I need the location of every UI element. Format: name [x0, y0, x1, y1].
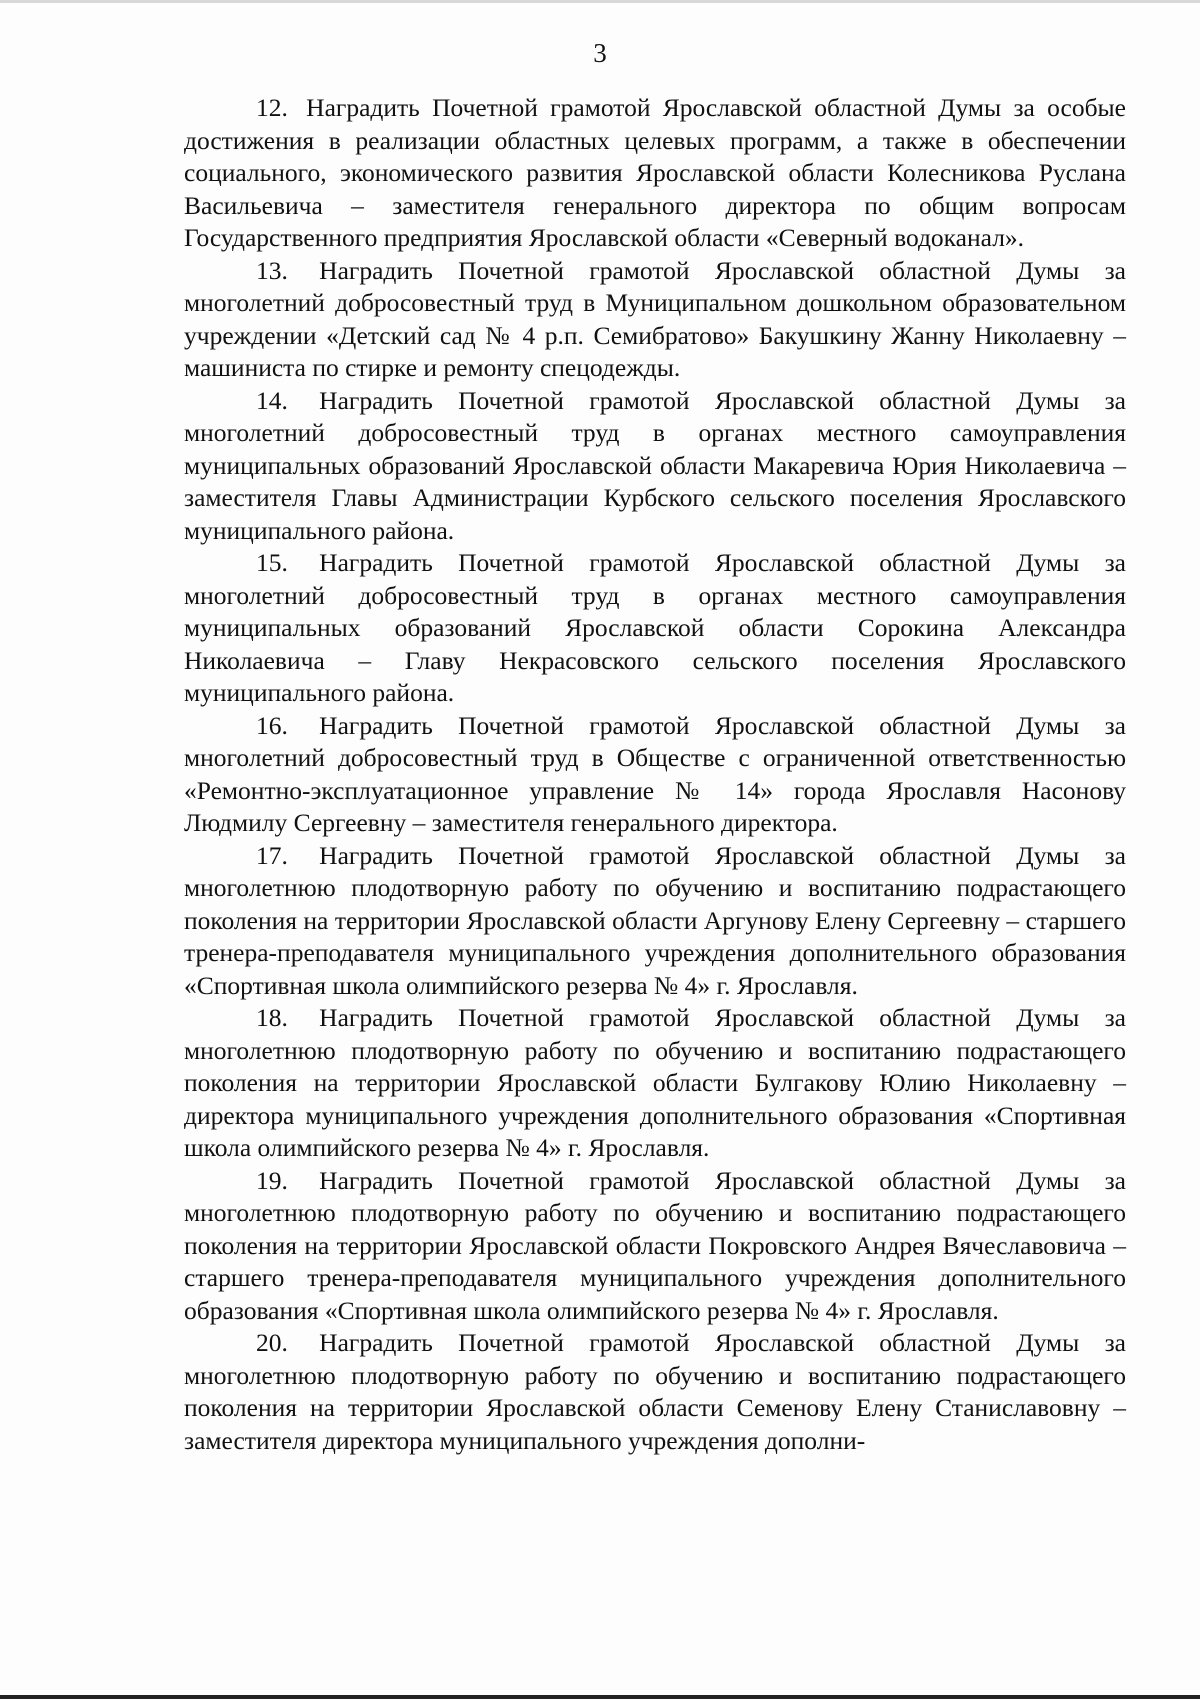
paragraph-text: Наградить Почетной грамотой Ярославской областной Думы за многолетний добросовестный труд в Обществе с ограниченной ответственностью «Ремонтно-эксплуатационное управление № 14» города Ярославля Насонову Людмилу Сергеевну – заместителя генерального директора.	[184, 710, 1126, 837]
paragraph-18	[184, 1002, 1126, 1165]
document-body	[184, 92, 1126, 1457]
paragraph-text: Наградить Почетной грамотой Ярославской областной Думы за многолетнюю плодотворную работу по обучению и воспитанию подрастающего поколения на территории Ярославской области Семенову Елену Станиславовну – заместителя директора муниципального учреждения дополни-	[184, 1328, 1126, 1455]
paragraph-20	[184, 1327, 1126, 1457]
paragraph-number: 20.	[256, 1328, 288, 1357]
paragraph-number: 12.	[256, 93, 288, 122]
paragraph-text: Наградить Почетной грамотой Ярославской областной Думы за многолетнюю плодотворную работу по обучению и воспитанию подрастающего поколения на территории Ярославской области Булгакову Юлию Николаевну – директора муниципального учреждения дополнительного образования «Спортивная школа олимпийского резерва № 4» г. Ярославля.	[184, 1003, 1126, 1162]
paragraph-text: Наградить Почетной грамотой Ярославской областной Думы за многолетний добросовестный труд в органах местного самоуправления муниципальных образований Ярославской области Макаревича Юрия Николаевича – заместителя Главы Администрации Курбского сельского поселения Ярославского муниципального района.	[184, 385, 1126, 545]
paragraph-text: Наградить Почетной грамотой Ярославской областной Думы за особые достижения в реализации областных целевых программ, а также в обеспечении социального, экономического развития Ярославской области Колесникова Руслана Васильевича – заместителя генерального директора по общим вопросам Государственного предприятия Ярославской области «Северный водоканал».	[184, 93, 1127, 252]
paragraph-number: 17.	[256, 840, 288, 870]
paragraph-number: 18.	[256, 1003, 288, 1032]
paragraph-14	[184, 385, 1126, 548]
page-number: 3	[593, 38, 607, 68]
paragraph-13	[184, 255, 1126, 385]
paragraph-number: 14.	[256, 385, 288, 415]
paragraph-number: 19.	[256, 1165, 288, 1195]
paragraph-17	[184, 840, 1126, 1003]
paragraph-text: Наградить Почетной грамотой Ярославской областной Думы за многолетнюю плодотворную работу по обучению и воспитанию подрастающего поколения на территории Ярославской области Аргунову Елену Сергеевну – старшего тренера-преподавателя муниципального учреждения дополнительного образования «Спортивная школа олимпийского резерва № 4» г. Ярославля.	[184, 840, 1126, 1000]
paragraph-15	[184, 547, 1126, 710]
paragraph-text: Наградить Почетной грамотой Ярославской областной Думы за многолетнюю плодотворную работу по обучению и воспитанию подрастающего поколения на территории Ярославской области Покровского Андрея Вячеславовича – старшего тренера-преподавателя муниципального учреждения дополнительного образования «Спортивная школа олимпийского резерва № 4» г. Ярославля.	[184, 1165, 1126, 1325]
paragraph-number: 13.	[256, 255, 288, 285]
paragraph-text: Наградить Почетной грамотой Ярославской областной Думы за многолетний добросовестный труд в органах местного самоуправления муниципальных образований Ярославской области Сорокина Александра Николаевича – Главу Некрасовского сельского поселения Ярославского муниципального района.	[184, 548, 1126, 707]
paragraph-19	[184, 1165, 1126, 1328]
paragraph-12	[184, 92, 1126, 255]
paragraph-16	[184, 710, 1126, 840]
paragraph-number: 16.	[256, 710, 288, 740]
scan-edge-bottom	[0, 1695, 1200, 1699]
paragraph-text: Наградить Почетной грамотой Ярославской областной Думы за многолетний добросовестный труд в Муниципальном дошкольном образовательном учреждении «Детский сад № 4 р.п. Семибратово» Бакушкину Жанну Николаевну – машиниста по стирке и ремонту спецодежды.	[184, 255, 1126, 382]
paragraph-number: 15.	[256, 548, 288, 577]
scan-edge-top	[0, 0, 1200, 3]
